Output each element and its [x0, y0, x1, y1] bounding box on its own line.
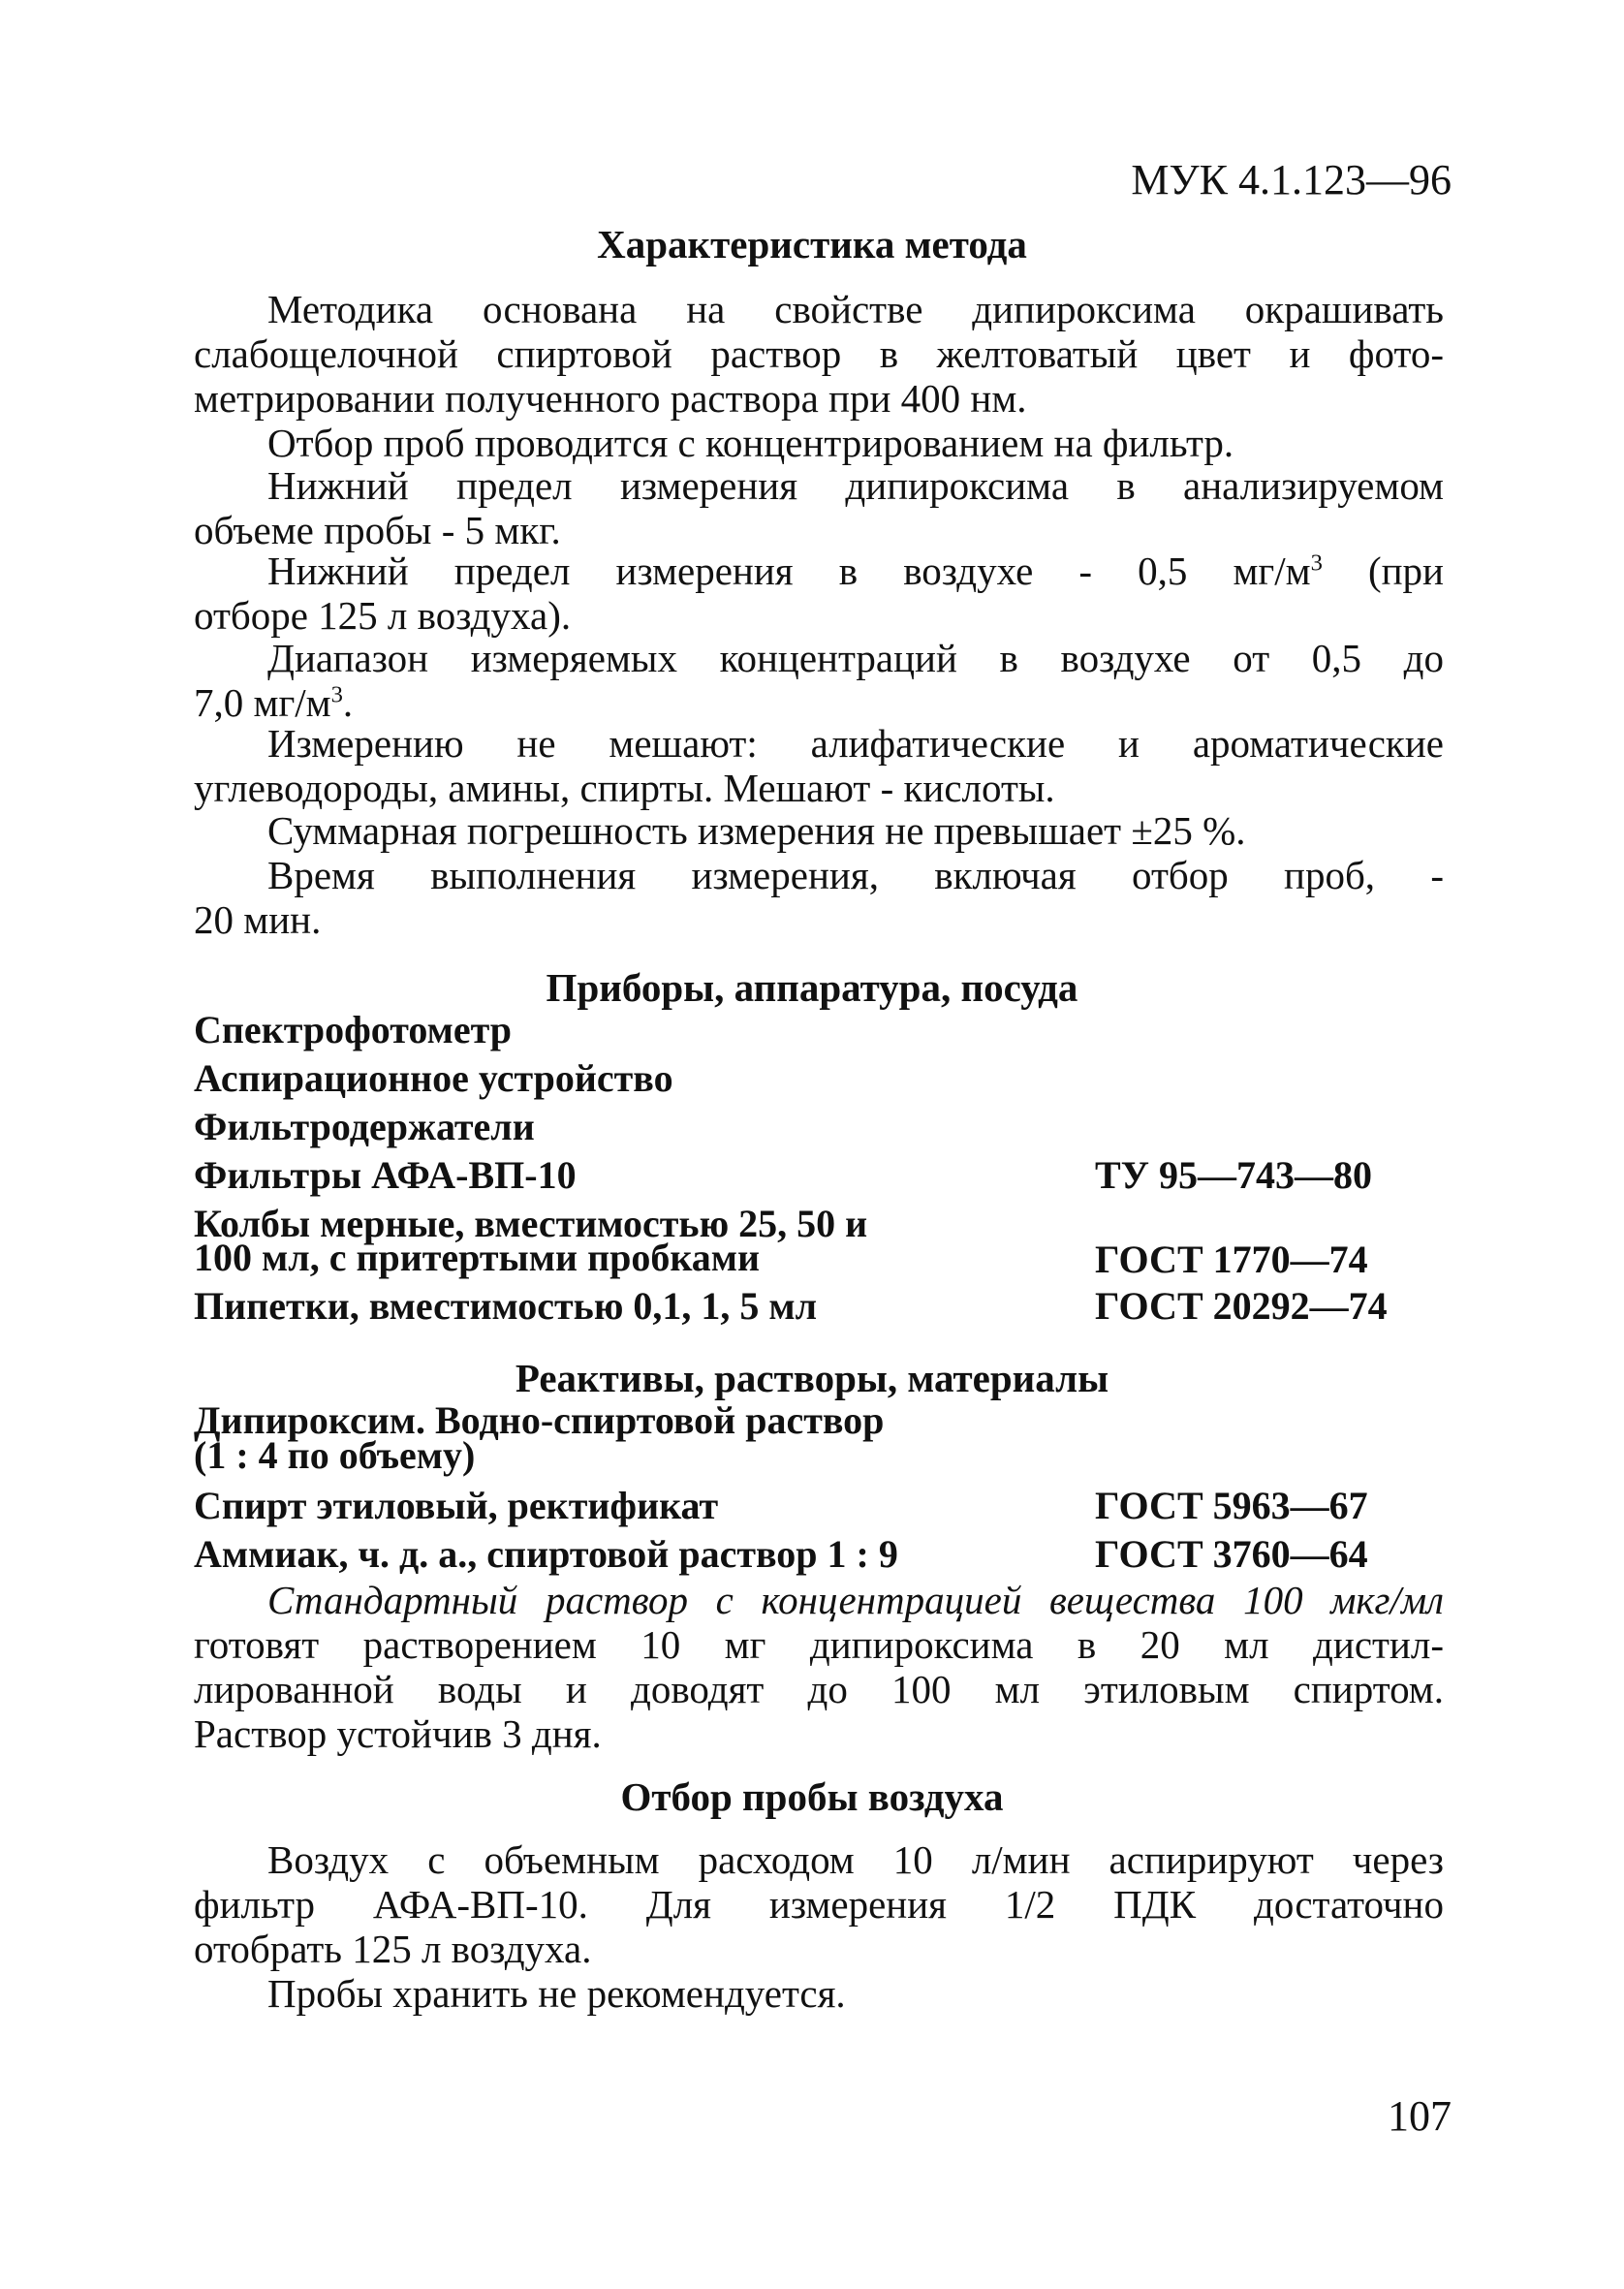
method-paragraph-4: [194, 549, 1444, 638]
text-line: Стандартный раствор с концентрацией вещества 100 мкг/мл: [267, 1578, 1444, 1622]
method-paragraph-3: [194, 463, 1444, 552]
superscript: 3: [330, 681, 343, 708]
text-line: готовят растворением 10 мг дипироксима в 20 мл дистил-: [194, 1622, 1444, 1667]
text-line: объеме пробы - 5 мкг.: [194, 508, 561, 552]
text-line: метрировании полученного раствора при 400 нм.: [194, 376, 1027, 421]
text-line: Раствор устойчив 3 дня.: [194, 1711, 602, 1756]
text-line: отборе 125 л воздуха).: [194, 593, 572, 638]
method-paragraph-6: [194, 721, 1444, 810]
text-line: Воздух с объемным расходом 10 л/мин аспирируют через: [267, 1837, 1444, 1882]
section-title-equipment: Приборы, аппаратура, посуда: [546, 965, 1078, 1010]
text-line: Измерению не мешают: алифатические и ароматические: [267, 721, 1444, 766]
equipment-item: Фильтродержатели: [194, 1105, 535, 1148]
text-fragment: 7,0 мг/м: [194, 680, 331, 725]
method-paragraph-5: [194, 636, 1444, 725]
method-paragraph-7: [194, 808, 1444, 853]
standard-solution-paragraph: [194, 1578, 1444, 1756]
equipment-standard: ГОСТ 1770—74: [1095, 1238, 1368, 1281]
text-fragment: (при: [1322, 549, 1444, 593]
text-line: [194, 680, 1444, 725]
reagent-item: Аммиак, ч. д. а., спиртовой раствор 1 : 9: [194, 1532, 898, 1576]
method-paragraph-2: [194, 421, 1444, 465]
equipment-standard: ТУ 95—743—80: [1095, 1153, 1373, 1197]
text-line: [194, 549, 1444, 593]
text-fragment: .: [342, 680, 354, 725]
text-fragment: Нижний предел измерения в воздухе - 0,5 мг/м: [267, 549, 1311, 593]
text-line: Суммарная погрешность измерения не превышает ±25 %.: [267, 808, 1246, 853]
text-line: Пробы хранить не рекомендуется.: [267, 1971, 846, 2016]
text-line: фильтр АФА-ВП-10. Для измерения 1/2 ПДК достаточно: [194, 1882, 1444, 1927]
equipment-item: Аспирационное устройство: [194, 1056, 673, 1100]
equipment-item: Пипетки, вместимостью 0,1, 1, 5 мл: [194, 1284, 818, 1328]
text-line: Методика основана на свойстве дипироксима окрашивать: [267, 287, 1444, 331]
reagent-item: Дипироксим. Водно-спиртовой раствор: [194, 1398, 885, 1442]
section-title-reagents: Реактивы, растворы, материалы: [515, 1356, 1109, 1400]
superscript: 3: [1310, 549, 1323, 577]
reagent-standard: ГОСТ 3760—64: [1095, 1532, 1368, 1576]
method-paragraph-8: [194, 853, 1444, 942]
text-line: Отбор проб проводится с концентрированием на фильтр.: [267, 421, 1234, 465]
text-line: 20 мин.: [194, 897, 322, 942]
equipment-item: Фильтры АФА-ВП-10: [194, 1153, 577, 1197]
text-line: отобрать 125 л воздуха.: [194, 1927, 592, 1971]
equipment-item: Спектрофотометр: [194, 1008, 513, 1051]
sampling-paragraph-2: [194, 1971, 1444, 2016]
text-line: Время выполнения измерения, включая отбор проб, -: [267, 853, 1444, 897]
text-line: углеводороды, амины, спирты. Мешают - кислоты.: [194, 766, 1055, 810]
text-line: лированной воды и доводят до 100 мл этиловым спиртом.: [194, 1667, 1444, 1711]
page-number: 107: [1388, 2092, 1452, 2140]
section-title-method: Характеристика метода: [597, 222, 1027, 267]
text-line: Нижний предел измерения дипироксима в анализируемом: [267, 463, 1444, 508]
document-code: МУК 4.1.123—96: [1131, 156, 1452, 204]
method-paragraph-1: [194, 287, 1444, 421]
text-line: Диапазон измеряемых концентраций в воздухе от 0,5 до: [267, 636, 1444, 680]
reagent-standard: ГОСТ 5963—67: [1095, 1484, 1368, 1527]
equipment-item: Колбы мерные, вместимостью 25, 50 и: [194, 1202, 868, 1245]
equipment-standard: ГОСТ 20292—74: [1095, 1284, 1388, 1328]
section-title-sampling: Отбор пробы воздуха: [620, 1774, 1004, 1819]
reagent-item: Спирт этиловый, ректификат: [194, 1484, 719, 1527]
text-line: слабощелочной спиртовой раствор в желтоватый цвет и фото-: [194, 331, 1444, 376]
reagent-item-cont: (1 : 4 по объему): [194, 1433, 476, 1477]
equipment-item-cont: 100 мл, с притертыми пробками: [194, 1236, 761, 1279]
sampling-paragraph-1: [194, 1837, 1444, 1971]
